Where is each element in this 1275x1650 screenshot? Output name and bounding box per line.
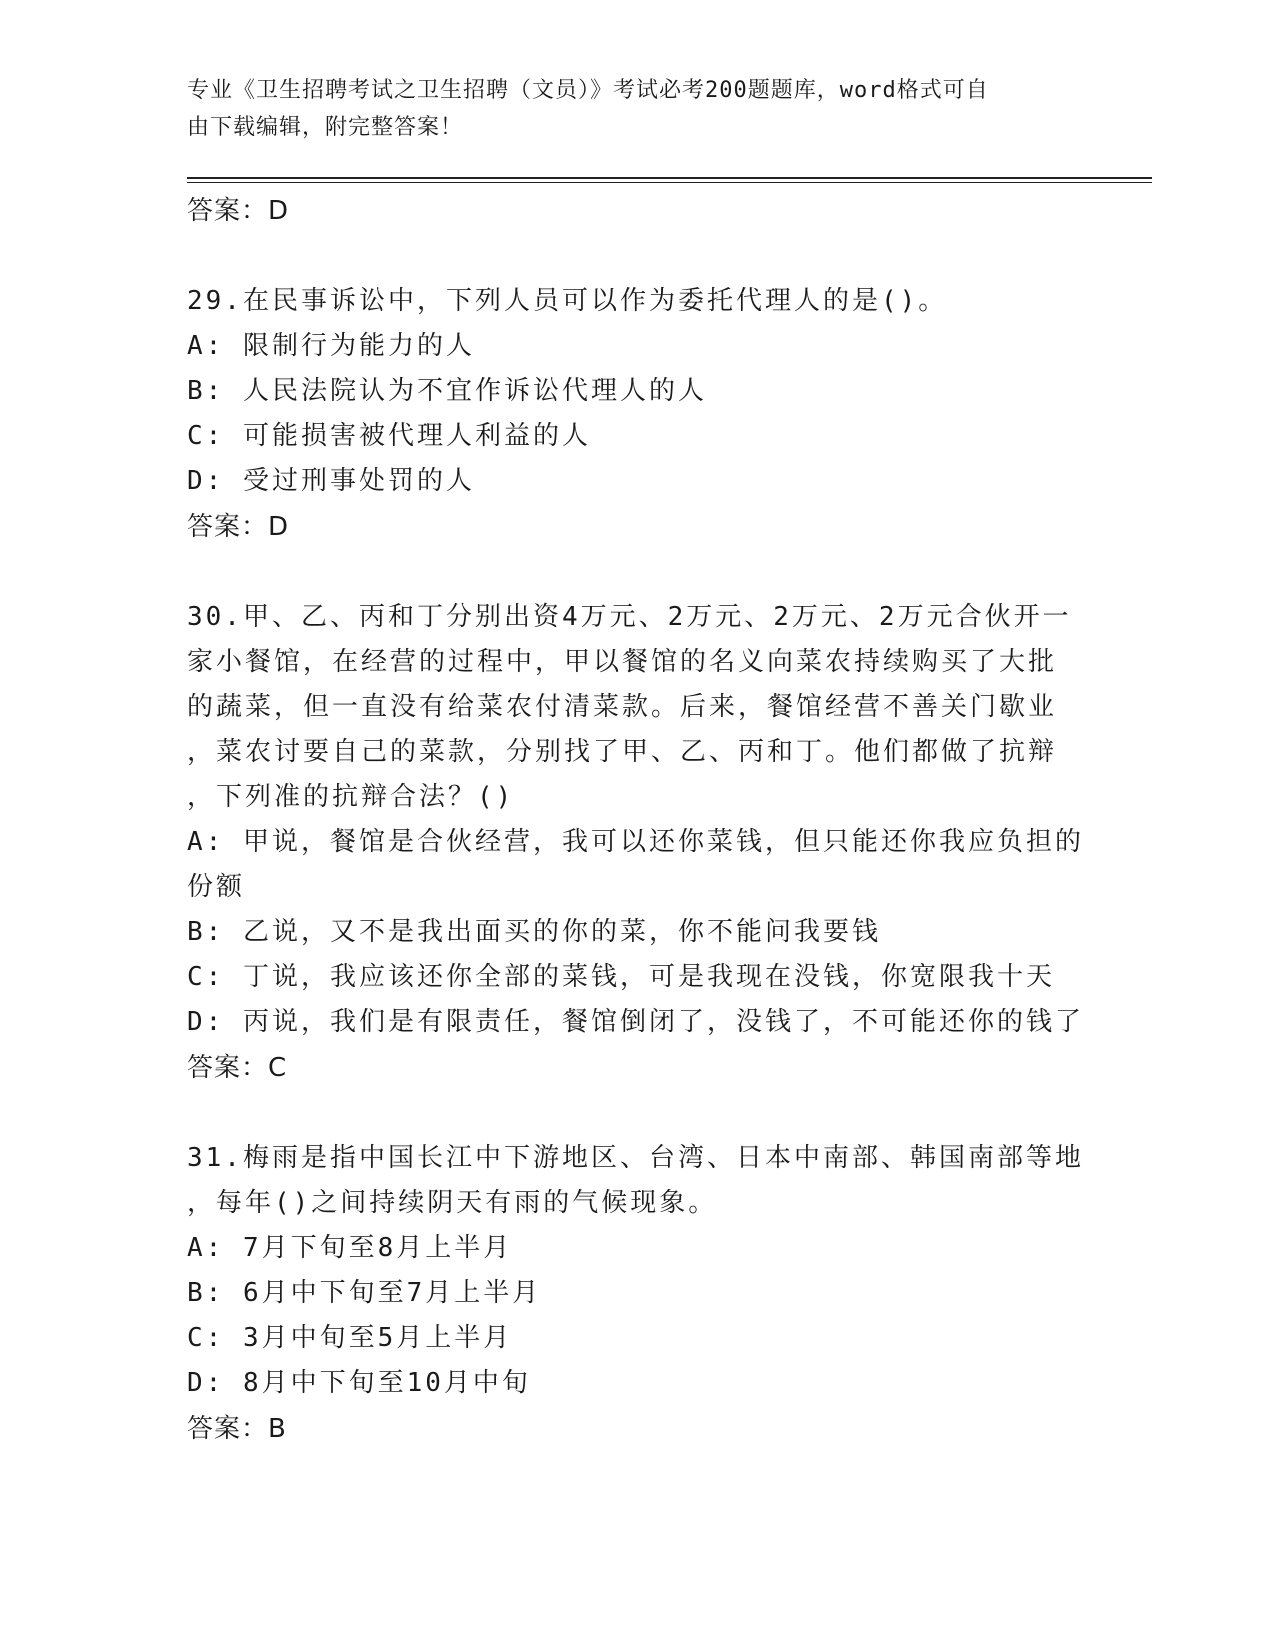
question-29-option-c: C: 可能损害被代理人利益的人: [187, 421, 591, 451]
question-30: [187, 595, 1092, 1091]
question-31-stem-line: ，每年()之间持续阴天有雨的气候现象。: [187, 1188, 718, 1218]
question-30-option-d: D: 丙说，我们是有限责任，餐馆倒闭了，没钱了，不可能还你的钱了: [187, 1007, 1084, 1037]
question-29: [187, 279, 1092, 550]
question-31: [187, 1136, 1092, 1452]
spacer: [187, 234, 1092, 279]
spacer: [187, 1091, 1092, 1136]
question-30-answer: 答案：C: [187, 1053, 288, 1083]
question-31-option-a: A: 7月下旬至8月上半月: [187, 1233, 513, 1263]
spacer: [187, 550, 1092, 595]
question-list: [187, 188, 1092, 1452]
question-29-option-a: A: 限制行为能力的人: [187, 331, 475, 361]
question-31-option-c: C: 3月中旬至5月上半月: [187, 1323, 513, 1353]
document-header: [187, 72, 1067, 146]
question-30-stem-line: 的蔬菜，但一直没有给菜农付清菜款。后来，餐馆经营不善关门歇业: [187, 692, 1058, 722]
question-30-option-a: A: 甲说，餐馆是合伙经营，我可以还你菜钱，但只能还你我应负担的: [187, 827, 1084, 857]
question-31-answer: 答案：B: [187, 1414, 287, 1444]
header-line-2: 由下载编辑，附完整答案！: [187, 115, 464, 140]
question-30-stem-line: 家小餐馆，在经营的过程中，甲以餐馆的名义向菜农持续购买了大批: [187, 647, 1058, 677]
answer-previous: 答案：D: [187, 196, 290, 226]
question-31-option-b: B: 6月中下旬至7月上半月: [187, 1278, 542, 1308]
question-29-option-b: B: 人民法院认为不宜作诉讼代理人的人: [187, 376, 707, 406]
question-30-stem-line: ，下列准的抗辩合法？(): [187, 782, 515, 812]
header-divider-thin: [187, 182, 1152, 183]
question-30-option-a-cont: 份额: [187, 872, 246, 902]
header-divider-thick: [187, 177, 1152, 179]
question-30-stem-line: 30.甲、乙、丙和丁分别出资4万元、2万元、2万元、2万元合伙开一: [187, 602, 1072, 632]
question-29-option-d: D: 受过刑事处罚的人: [187, 466, 475, 496]
question-29-stem: 29.在民事诉讼中，下列人员可以作为委托代理人的是()。: [187, 286, 948, 316]
header-line-1: 专业《卫生招聘考试之卫生招聘（文员）》考试必考200题题库，word格式可自: [187, 78, 989, 103]
question-31-option-d: D: 8月中下旬至10月中旬: [187, 1368, 531, 1398]
question-30-stem-line: ，菜农讨要自己的菜款，分别找了甲、乙、丙和丁。他们都做了抗辩: [187, 737, 1058, 767]
question-29-answer: 答案：D: [187, 512, 290, 542]
question-30-option-b: B: 乙说，又不是我出面买的你的菜，你不能问我要钱: [187, 917, 881, 947]
question-30-option-c: C: 丁说，我应该还你全部的菜钱，可是我现在没钱，你宽限我十天: [187, 962, 1055, 992]
question-31-stem-line: 31.梅雨是指中国长江中下游地区、台湾、日本中南部、韩国南部等地: [187, 1143, 1084, 1173]
